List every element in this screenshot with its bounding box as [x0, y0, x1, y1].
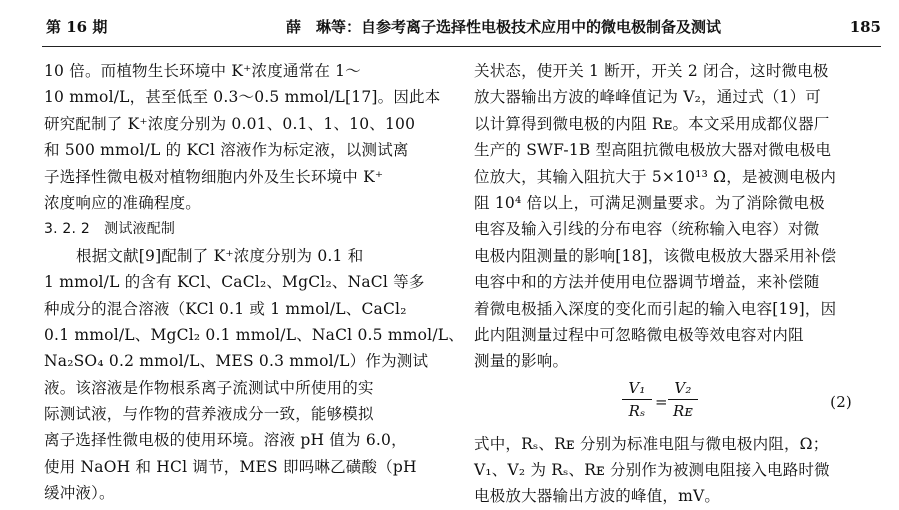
equals-sign: = — [655, 392, 668, 411]
text-line: 此内阻测量过程中可忽略微电极等效电容对内阻 — [474, 325, 804, 344]
text-line: 阻 10⁴ 倍以上，可满足测量要求。为了消除微电极 — [474, 193, 825, 212]
equation-2 — [474, 377, 866, 431]
text-line: 种成分的混合溶液（KCl 0.1 或 1 mmol/L、CaCl₂ — [44, 299, 407, 318]
fraction-left — [622, 377, 652, 422]
fraction-denominator: Rᴇ — [673, 401, 693, 420]
left-column — [44, 58, 464, 507]
text-line: 着微电极插入深度的变化而引起的输入电容[19]，因 — [474, 299, 837, 318]
right-column — [474, 58, 866, 510]
text-line: 电极内阻测量的影响[18]，该微电极放大器采用补偿 — [474, 246, 837, 265]
text-line: 根据文献[9]配制了 K⁺浓度分别为 0.1 和 — [76, 246, 364, 265]
text-line: 生产的 SWF-1B 型高阻抗微电极放大器对微电极电 — [474, 141, 832, 160]
fraction-denominator: Rₛ — [628, 401, 646, 420]
text-line: 使用 NaOH 和 HCl 调节，MES 即吗啉乙磺酸（pH — [44, 457, 417, 476]
text-line: 浓度响应的准确程度。 — [44, 193, 202, 212]
text-line: 研究配制了 K⁺浓度分别为 0.01、0.1、1、10、100 — [44, 114, 416, 133]
text-line: 液。该溶液是作物根系离子流测试中所使用的实 — [44, 378, 374, 397]
text-line: 电极放大器输出方波的峰值，mV。 — [474, 487, 721, 506]
fraction-right — [668, 377, 698, 422]
text-line: 0.1 mmol/L、MgCl₂ 0.1 mmol/L、NaCl 0.5 mmol/L、 — [44, 325, 464, 344]
page-number: 185 — [849, 18, 881, 36]
text-line: 10 mmol/L，甚至低至 0.3～0.5 mmol/L[17]。因此本 — [44, 88, 441, 107]
text-line: 际测试液，与作物的营养液成分一致，能够模拟 — [44, 405, 374, 424]
text-line: 和 500 mmol/L 的 KCl 溶液作为标定液，以测试离 — [44, 141, 409, 160]
text-line: 放大器输出方波的峰峰值记为 V₂，通过式（1）可 — [474, 88, 821, 107]
text-line: 式中，Rₛ、Rᴇ 分别为标准电阻与微电极内阻，Ω； — [474, 434, 829, 453]
text-line: V₁、V₂ 为 Rₛ、Rᴇ 分别作为被测电阻接入电路时微 — [474, 461, 830, 480]
running-title: 薛 琳等：自参考离子选择性电极技术应用中的微电极制备及测试 — [286, 18, 722, 36]
text-line: 以计算得到微电极的内阻 Rᴇ。本文采用成都仪器厂 — [474, 114, 830, 133]
header-rule — [42, 46, 881, 47]
text-line: 离子选择性微电极的使用环境。溶液 pH 值为 6.0， — [44, 431, 407, 450]
fraction-numerator: V₁ — [622, 377, 652, 400]
text-line: 电容中和的方法并使用电位器调节增益，来补偿随 — [474, 273, 820, 292]
text-line: 电容及输入引线的分布电容（统称输入电容）对微 — [474, 220, 820, 239]
text-line: 位放大，其输入阻抗大于 5×10¹³ Ω，是被测电极内 — [474, 167, 837, 186]
page-header — [0, 0, 899, 44]
text-line: 关状态，使开关 1 断开，开关 2 闭合，这时微电极 — [474, 62, 829, 80]
text-line: 1 mmol/L 的含有 KCl、CaCl₂、MgCl₂、NaCl 等多 — [44, 273, 425, 292]
text-line: 10 倍。而植物生长环境中 K⁺浓度通常在 1～ — [44, 62, 361, 80]
section-heading: 3. 2. 2 测试液配制 — [44, 221, 176, 238]
text-line: 缓冲液）。 — [44, 484, 115, 503]
text-line: 测量的影响。 — [474, 352, 569, 371]
equation-number: (2) — [830, 392, 852, 411]
fraction-numerator: V₂ — [668, 377, 698, 400]
text-line: 子选择性微电极对植物细胞内外及生长环境中 K⁺ — [44, 167, 384, 186]
issue-label: 第 16 期 — [46, 18, 108, 36]
text-line: Na₂SO₄ 0.2 mmol/L、MES 0.3 mmol/L）作为测试 — [44, 352, 429, 371]
